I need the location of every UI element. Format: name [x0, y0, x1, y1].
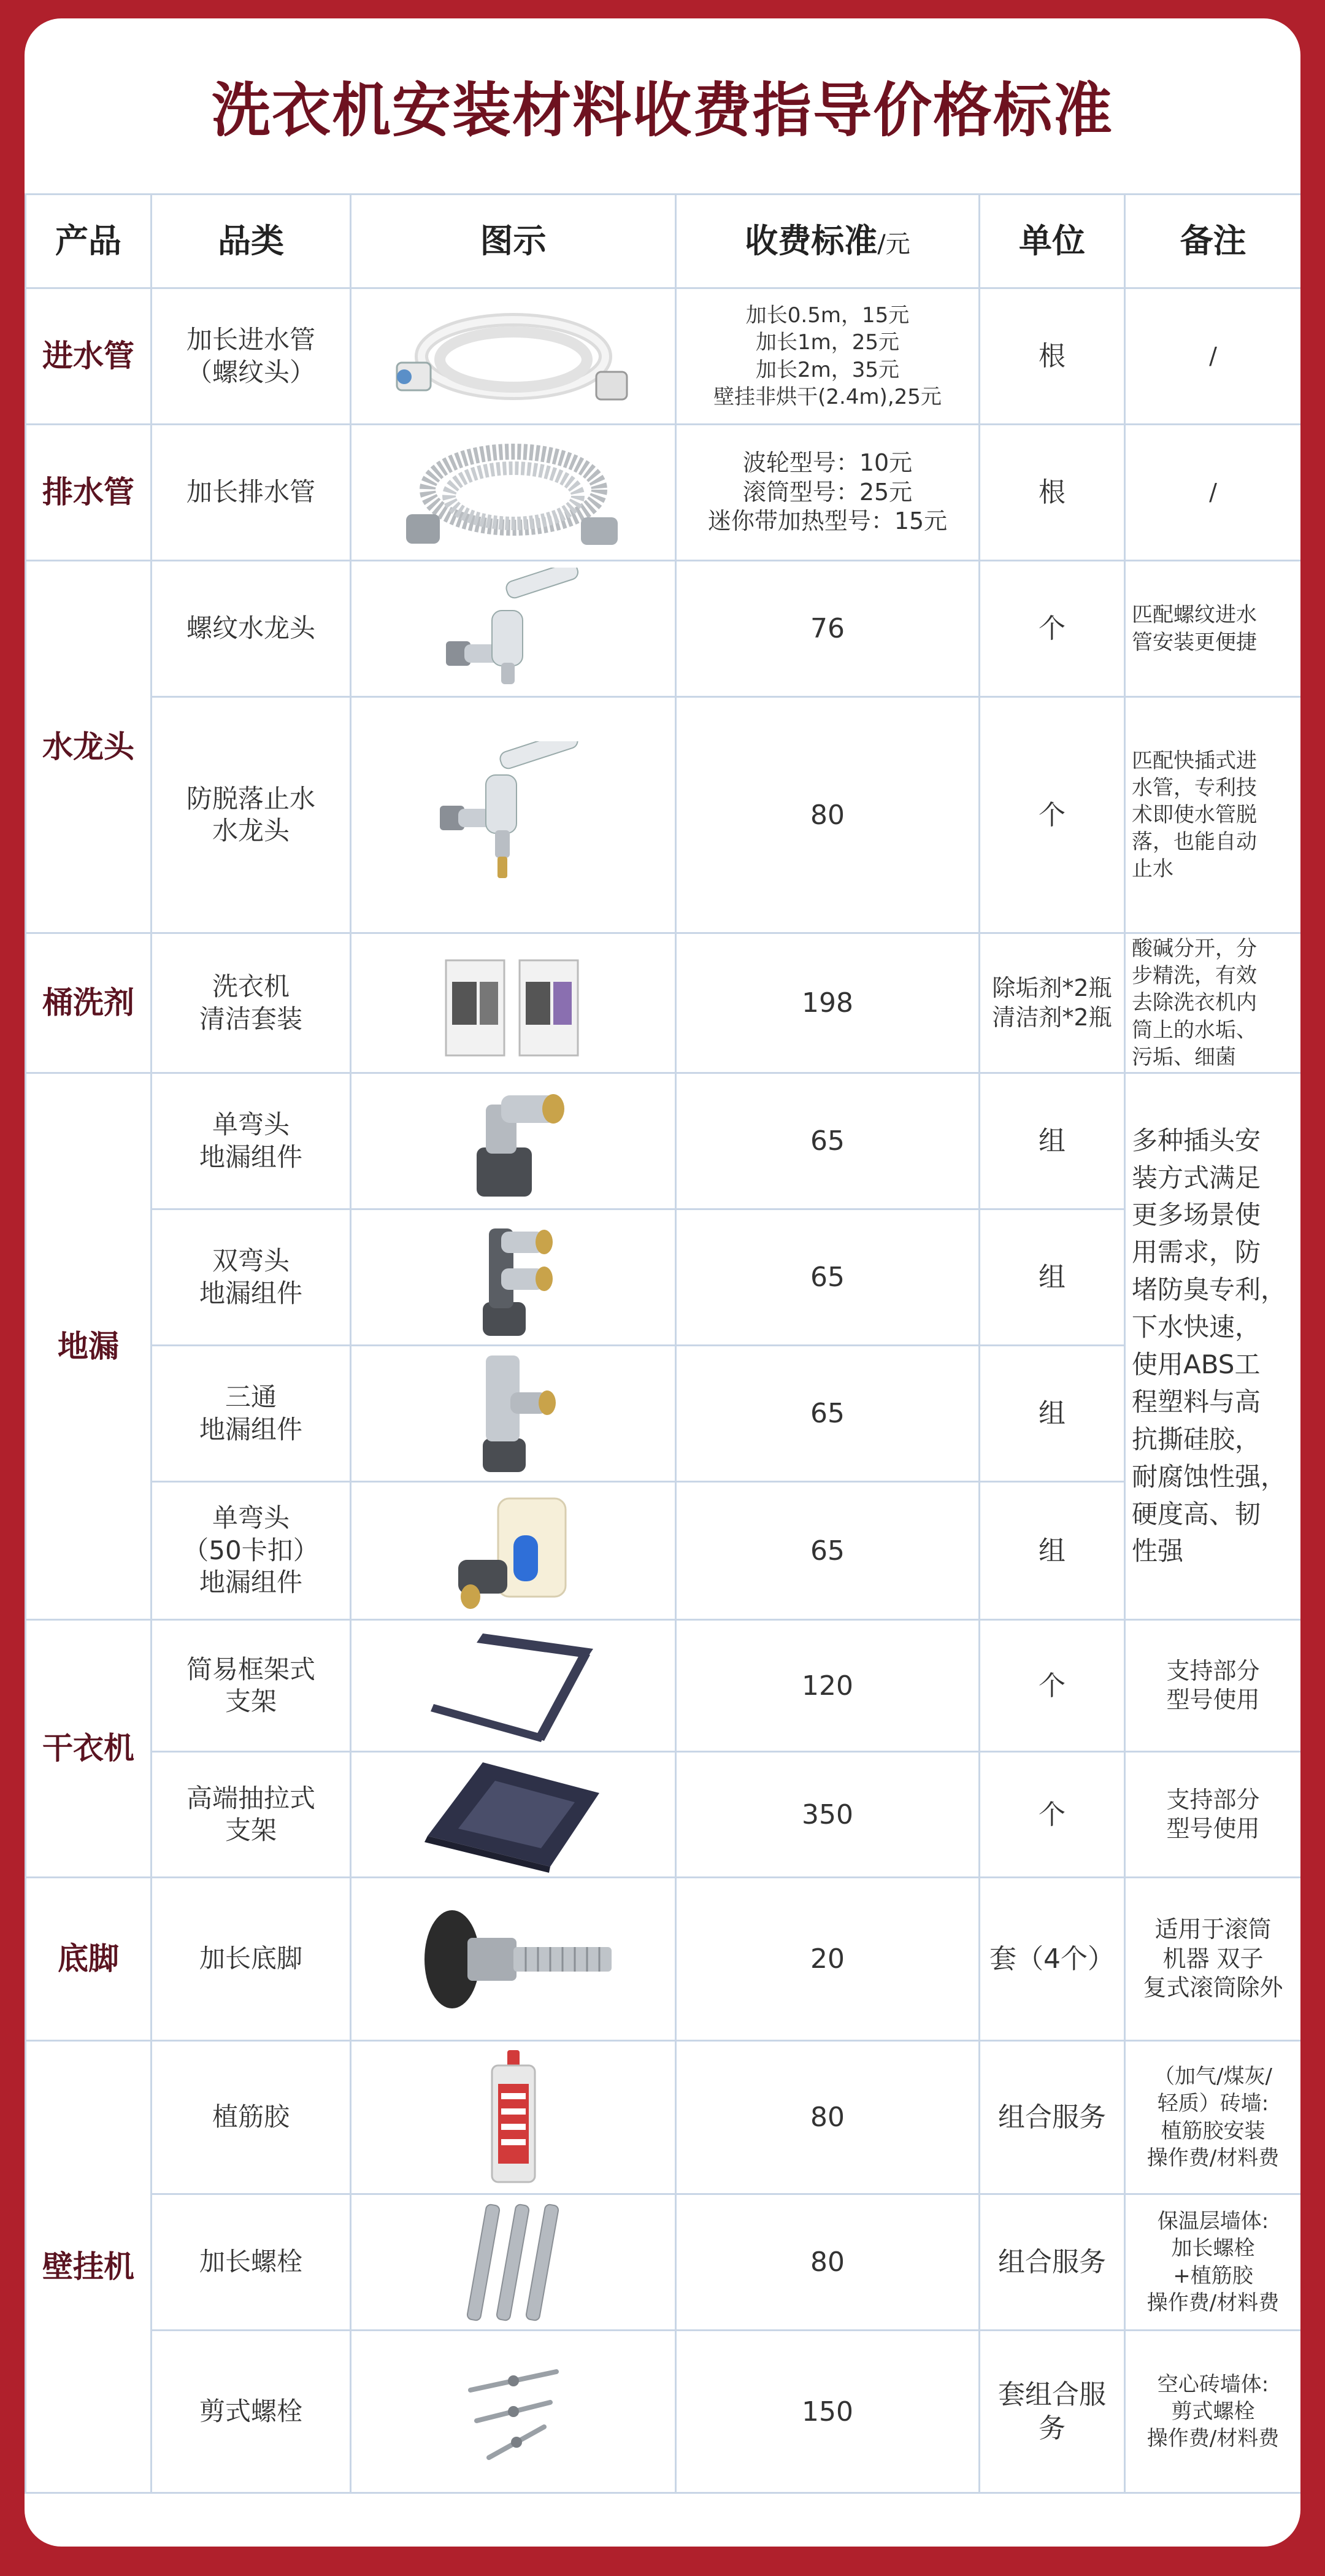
image-cell	[351, 2194, 676, 2331]
category-line: 支架	[225, 1686, 277, 1716]
unit-cell: 个	[980, 1752, 1125, 1878]
note-line: 剪式螺栓	[1171, 2399, 1255, 2424]
category-cell: 螺纹水龙头	[152, 561, 351, 697]
category-line: 洗衣机	[212, 971, 290, 1001]
image-cell	[351, 933, 676, 1073]
note-line: 轻质）砖墙:	[1157, 2091, 1269, 2116]
product-cell: 地漏	[26, 1073, 152, 1620]
note-line: 装方式满足	[1132, 1162, 1261, 1193]
unit-cell: 个	[980, 697, 1125, 933]
category-cell	[152, 1209, 351, 1346]
category-line: 加长进水管	[186, 325, 315, 355]
note-line: 型号使用	[1166, 1686, 1260, 1713]
note-cell	[1125, 1878, 1301, 2041]
category-line: （50卡扣）	[183, 1535, 319, 1565]
note-line: （加气/煤灰/	[1154, 2064, 1272, 2089]
category-line: （螺纹头）	[186, 357, 315, 387]
category-cell	[152, 1346, 351, 1482]
price-card	[25, 18, 1300, 2547]
price-cell	[676, 288, 980, 425]
table-row-faucet-2	[26, 697, 1301, 933]
note-line: 下水快速，	[1132, 1312, 1261, 1343]
price-cell: 350	[676, 1752, 980, 1878]
scissor-bolt-image	[452, 2353, 575, 2470]
note-cell	[1125, 1752, 1301, 1878]
note-line: 硬度高、韧	[1132, 1498, 1261, 1529]
image-cell	[351, 2331, 676, 2493]
note-line: 空心砖墙体:	[1157, 2372, 1269, 2397]
note-line: 适用于滚筒	[1154, 1916, 1272, 1943]
unit-cell: 组合服务	[980, 2041, 1125, 2194]
frame-bracket-image	[421, 1624, 605, 1747]
product-cell: 桶洗剂	[26, 933, 152, 1073]
note-line: 去除洗衣机内	[1132, 990, 1257, 1016]
clip-drain-image	[446, 1486, 581, 1615]
category-line: 地漏组件	[199, 1141, 302, 1172]
note-cell	[1125, 2331, 1301, 2493]
image-cell	[351, 1752, 676, 1878]
stop-faucet-image	[434, 741, 593, 889]
note-line: 管安装更便捷	[1132, 630, 1257, 655]
header-product: 产品	[26, 195, 152, 288]
image-cell	[351, 1482, 676, 1620]
note-line: 加长螺栓	[1171, 2236, 1255, 2261]
note-line: 支持部分	[1166, 1657, 1260, 1684]
price-cell: 65	[676, 1209, 980, 1346]
price-cell: 65	[676, 1346, 980, 1482]
price-cell: 65	[676, 1073, 980, 1209]
unit-cell: 个	[980, 1620, 1125, 1752]
header-category: 品类	[152, 195, 351, 288]
table-row-dryer-2	[26, 1752, 1301, 1878]
table-row-wall-2	[26, 2194, 1301, 2331]
category-line: 地漏组件	[199, 1278, 302, 1308]
table-row-cleaner	[26, 933, 1301, 1073]
category-cell	[152, 1620, 351, 1752]
page-title: 洗衣机安装材料收费指导价格标准	[212, 76, 1113, 145]
cleaning-kit-image	[434, 945, 593, 1062]
unit-cell: 根	[980, 425, 1125, 561]
table-row-inlet	[26, 288, 1301, 425]
category-line: 单弯头	[212, 1109, 290, 1140]
product-cell: 干衣机	[26, 1620, 152, 1878]
note-line: 落，也能自动	[1132, 830, 1257, 855]
table-row-floor-4	[26, 1482, 1301, 1620]
header-unit: 单位	[980, 195, 1125, 288]
unit-cell: 组	[980, 1482, 1125, 1620]
note-line: 匹配快插式进	[1132, 748, 1257, 773]
note-cell	[1125, 2194, 1301, 2331]
note-line: 更多场景使	[1132, 1200, 1261, 1230]
note-cell	[1125, 933, 1301, 1073]
header-note: 备注	[1125, 195, 1301, 288]
note-line: 耐腐蚀性强，	[1132, 1461, 1287, 1492]
table-row-faucet-1	[26, 561, 1301, 697]
category-line: 简易框架式	[186, 1654, 315, 1684]
note-line: 筒上的水垢、	[1132, 1017, 1257, 1043]
category-cell	[152, 1752, 351, 1878]
note-line: 程塑料与高	[1132, 1386, 1261, 1417]
note-line: 堵防臭专利，	[1132, 1275, 1287, 1305]
category-line: 双弯头	[212, 1246, 290, 1276]
image-cell	[351, 1620, 676, 1752]
inlet-hose-image	[391, 298, 636, 415]
product-cell: 水龙头	[26, 561, 152, 933]
note-line: 操作费/材料费	[1146, 2145, 1280, 2170]
category-line: 水龙头	[212, 816, 290, 846]
price-table	[25, 193, 1300, 2494]
unit-cell: 组	[980, 1346, 1125, 1482]
price-line: 波轮型号：10元	[742, 449, 913, 477]
table-row-floor-3	[26, 1346, 1301, 1482]
category-cell: 加长排水管	[152, 425, 351, 561]
note-cell: /	[1125, 288, 1301, 425]
table-row-feet	[26, 1878, 1301, 2041]
tee-drain-image	[452, 1349, 575, 1478]
product-cell: 底脚	[26, 1878, 152, 2041]
note-line: 型号使用	[1166, 1815, 1260, 1842]
note-line: 匹配螺纹进水	[1132, 603, 1257, 628]
unit-cell: 组	[980, 1209, 1125, 1346]
note-cell: /	[1125, 425, 1301, 561]
foot-image	[409, 1901, 618, 2018]
unit-cell: 根	[980, 288, 1125, 425]
note-line: 使用ABS工	[1132, 1349, 1261, 1379]
note-line: 步精洗，有效	[1132, 963, 1257, 989]
unit-cell: 套组合服务	[980, 2331, 1125, 2493]
double-elbow-drain-image	[452, 1216, 575, 1339]
note-line: +植筋胶	[1173, 2263, 1253, 2288]
price-line: 加长1m，25元	[755, 330, 899, 355]
category-cell	[152, 697, 351, 933]
category-line: 防脱落止水	[186, 783, 315, 814]
unit-cell: 组合服务	[980, 2194, 1125, 2331]
price-line: 壁挂非烘干(2.4m),25元	[713, 384, 942, 409]
category-cell: 剪式螺栓	[152, 2331, 351, 2493]
unit-line: 除垢剂*2瓶	[992, 974, 1112, 1001]
image-cell	[351, 561, 676, 697]
note-line: 操作费/材料费	[1146, 2426, 1280, 2451]
note-line: 操作费/材料费	[1146, 2290, 1280, 2315]
image-cell	[351, 1073, 676, 1209]
note-line: 复式滚筒除外	[1143, 1974, 1283, 2002]
unit-cell: 个	[980, 561, 1125, 697]
drain-hose-image	[397, 431, 630, 554]
price-cell: 80	[676, 697, 980, 933]
long-bolt-image	[452, 2198, 575, 2327]
table-row-wall-3	[26, 2331, 1301, 2493]
unit-cell: 组	[980, 1073, 1125, 1209]
category-cell	[152, 933, 351, 1073]
note-cell	[1125, 2041, 1301, 2194]
price-cell: 198	[676, 933, 980, 1073]
category-cell: 加长螺栓	[152, 2194, 351, 2331]
note-cell	[1125, 1073, 1301, 1620]
image-cell	[351, 1209, 676, 1346]
image-cell	[351, 697, 676, 933]
note-line: 植筋胶安装	[1161, 2118, 1265, 2143]
unit-line: 清洁剂*2瓶	[992, 1003, 1112, 1031]
category-line: 清洁套装	[199, 1003, 302, 1034]
image-cell	[351, 425, 676, 561]
table-row-floor-2	[26, 1209, 1301, 1346]
price-cell: 80	[676, 2041, 980, 2194]
price-cell: 76	[676, 561, 980, 697]
category-cell: 植筋胶	[152, 2041, 351, 2194]
category-cell	[152, 1073, 351, 1209]
price-cell	[676, 425, 980, 561]
category-line: 地漏组件	[199, 1567, 302, 1598]
price-line: 迷你带加热型号：15元	[707, 507, 948, 535]
price-cell: 150	[676, 2331, 980, 2493]
table-row-dryer-1	[26, 1620, 1301, 1752]
category-line: 三通	[225, 1382, 277, 1412]
note-line: 水管，专利技	[1132, 775, 1257, 800]
product-cell: 进水管	[26, 288, 152, 425]
note-line: 酸碱分开，分	[1132, 936, 1257, 962]
note-cell	[1125, 697, 1301, 933]
note-line: 抗撕硅胶，	[1132, 1424, 1261, 1454]
category-line: 单弯头	[212, 1503, 290, 1533]
faucet-image	[440, 568, 587, 690]
table-row-floor-1	[26, 1073, 1301, 1209]
price-cell: 120	[676, 1620, 980, 1752]
price-cell: 20	[676, 1878, 980, 2041]
category-line: 高端抽拉式	[186, 1783, 315, 1813]
product-cell: 排水管	[26, 425, 152, 561]
header-image: 图示	[351, 195, 676, 288]
image-cell	[351, 2041, 676, 2194]
unit-cell	[980, 933, 1125, 1073]
table-row-drain	[26, 425, 1301, 561]
image-cell	[351, 1878, 676, 2041]
category-line: 支架	[225, 1815, 277, 1845]
image-cell	[351, 288, 676, 425]
note-line: 多种插头安	[1132, 1125, 1261, 1155]
price-cell: 65	[676, 1482, 980, 1620]
category-line: 地漏组件	[199, 1414, 302, 1444]
header-price	[676, 195, 980, 288]
drawer-bracket-image	[415, 1756, 612, 1873]
header-row	[26, 195, 1301, 288]
header-price-unit: /元	[877, 230, 910, 259]
image-cell	[351, 1346, 676, 1482]
note-line: 污垢、细菌	[1132, 1044, 1236, 1070]
single-elbow-drain-image	[452, 1080, 575, 1203]
note-line: 止水	[1132, 857, 1173, 882]
price-line: 加长2m，35元	[755, 357, 899, 382]
note-line: 机器 双子	[1162, 1945, 1264, 1972]
price-cell: 80	[676, 2194, 980, 2331]
price-line: 滚筒型号：25元	[742, 478, 913, 506]
product-cell: 壁挂机	[26, 2041, 152, 2493]
unit-cell: 套（4个）	[980, 1878, 1125, 2041]
note-line: 支持部分	[1166, 1786, 1260, 1813]
note-cell	[1125, 561, 1301, 697]
note-line: 术即使水管脱	[1132, 802, 1257, 827]
category-cell	[152, 1482, 351, 1620]
price-line: 加长0.5m，15元	[745, 303, 910, 328]
anchor-glue-image	[470, 2047, 556, 2188]
category-cell	[152, 288, 351, 425]
category-cell: 加长底脚	[152, 1878, 351, 2041]
note-line: 性强	[1132, 1536, 1184, 1567]
note-line: 用需求，防	[1132, 1237, 1261, 1268]
note-cell	[1125, 1620, 1301, 1752]
table-row-wall-1	[26, 2041, 1301, 2194]
header-price-label: 收费标准	[745, 222, 878, 261]
note-line: 保温层墙体:	[1157, 2209, 1269, 2234]
